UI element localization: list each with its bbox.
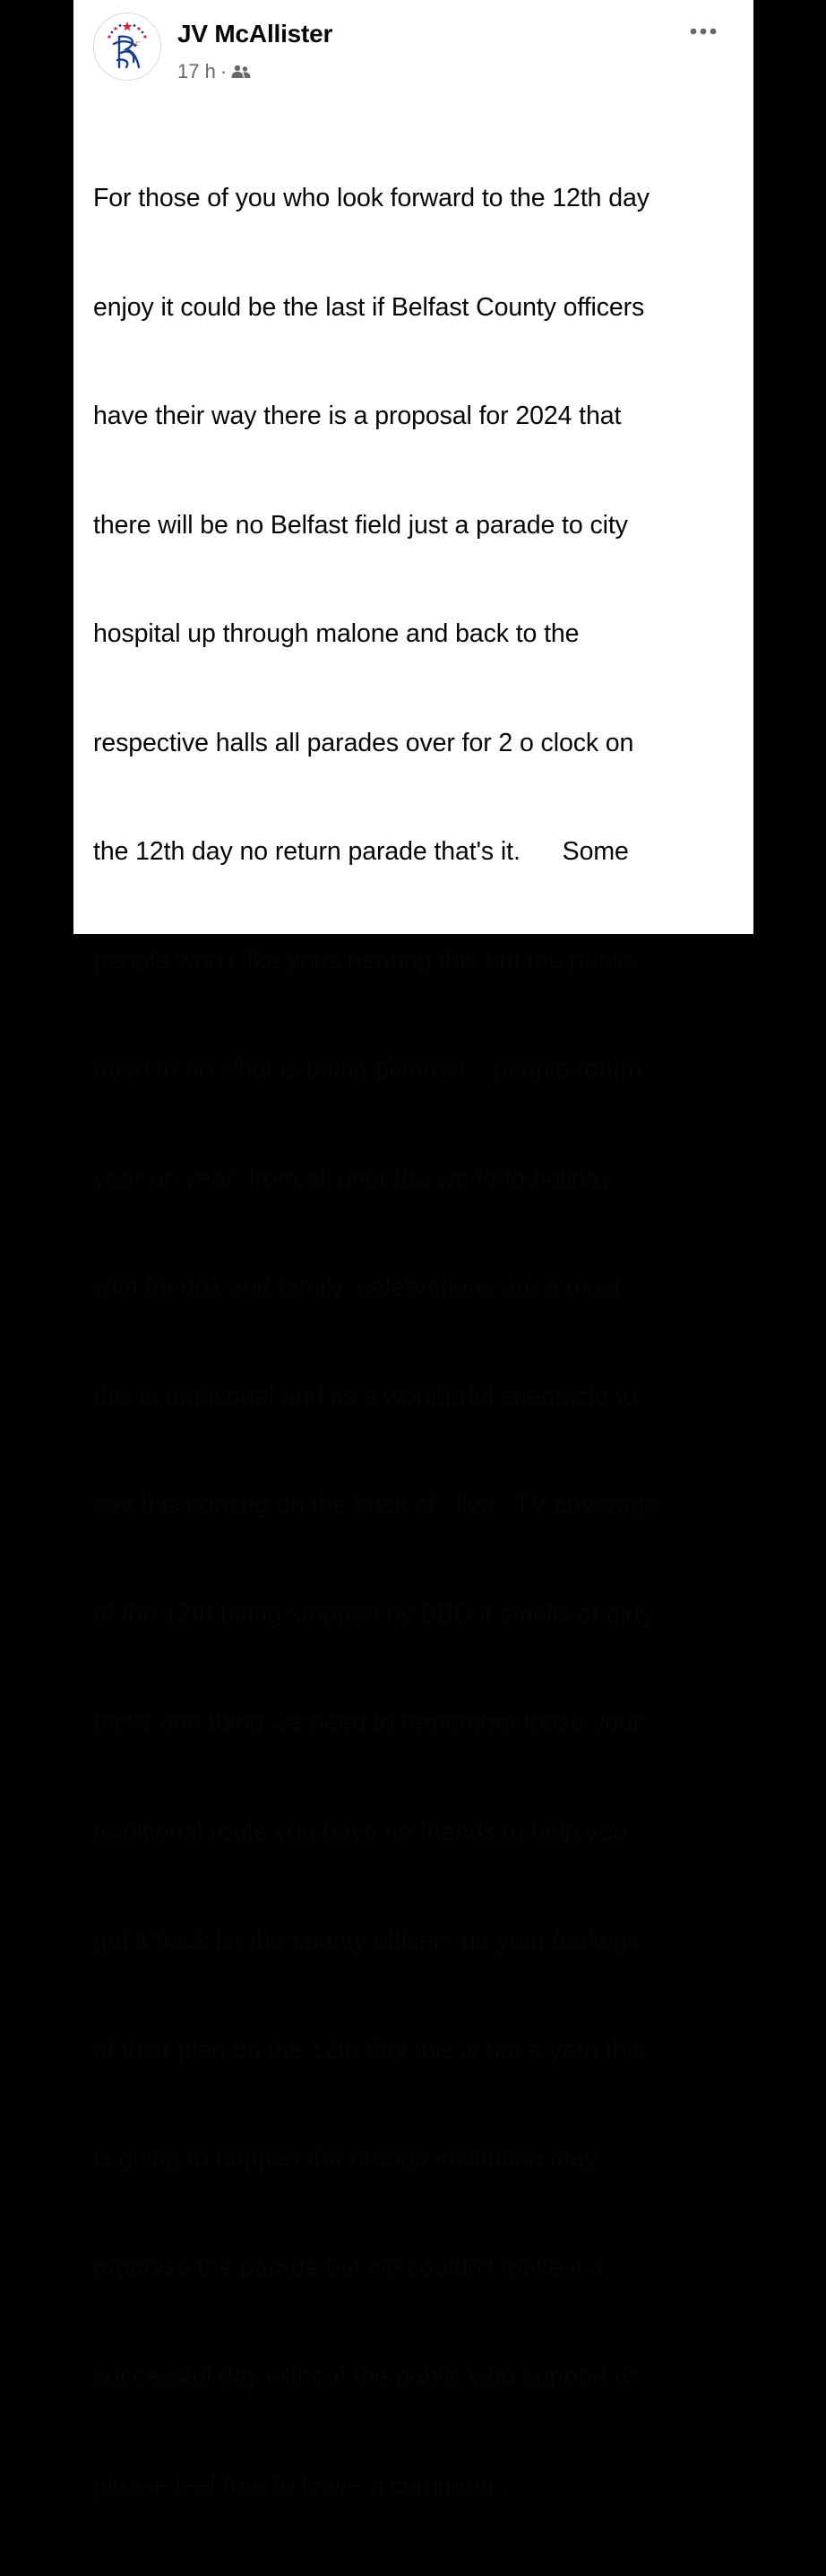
post-text-line: get it back let the county officers no your feelings (93, 1926, 641, 1955)
svg-text:c: c (135, 38, 140, 48)
meta-separator: · (219, 60, 228, 82)
post-text-line: successful day without the public who support us (93, 2362, 641, 2390)
post-text-line: please feel free to leave a comment . (93, 2470, 509, 2500)
post-text-line: is going to happen the orange institution may (93, 2144, 598, 2173)
post-text-line: with friends and family celebrations are a must (93, 1273, 622, 1301)
post-text-line: enjoy it could be the last if Belfast County officers (93, 292, 645, 322)
post-text-line: see this coming on the back of live TV coverage (93, 1491, 659, 1519)
post-text-line: respective halls all parades over for 2 o clock on (93, 728, 634, 757)
post-text-line: there will be no Belfast field just a parade to city (93, 510, 628, 540)
club-crest-icon (94, 13, 160, 80)
post-text-line: the 12th day no return parade that's it. Some (93, 837, 629, 866)
post-text-line: hospital up through malone and back to the (93, 619, 580, 648)
post-timestamp[interactable]: 17 h (177, 60, 216, 82)
post-text-line: year on year from all over the world to holiday (93, 1163, 613, 1193)
post-meta (177, 59, 251, 84)
author-name[interactable]: JV McAllister (177, 20, 333, 48)
post-text-line: organise the parade but we couldn't make it a (93, 2252, 604, 2282)
post-text-line: tricks one thing we need to remember loose your (93, 1708, 641, 1737)
post-text-line: of their plan on the 12th day this is not a yarn this (93, 2035, 645, 2064)
post-text (93, 108, 740, 2576)
post-text-line: need to no what is being planned. people return (93, 1055, 643, 1084)
post-card (73, 0, 753, 2500)
avatar[interactable] (93, 13, 161, 81)
friends-icon[interactable] (231, 61, 251, 84)
post-text-line: traditional route you have no friends to help you (93, 1817, 627, 1846)
post-text-line: people won't like yous hearing this but the public (93, 946, 636, 975)
more-options-icon[interactable] (685, 20, 721, 43)
post-text-line: For those of you who look forward to the 12th day (93, 184, 650, 212)
post-text-line: this is traditional and its a wonderful spectacle to (93, 1381, 637, 1411)
post-text-line: of the 12th being stopped by BBC it smells of dirty (93, 1599, 654, 1629)
post-text-line: have their way there is a proposal for 2024 that (93, 402, 622, 430)
